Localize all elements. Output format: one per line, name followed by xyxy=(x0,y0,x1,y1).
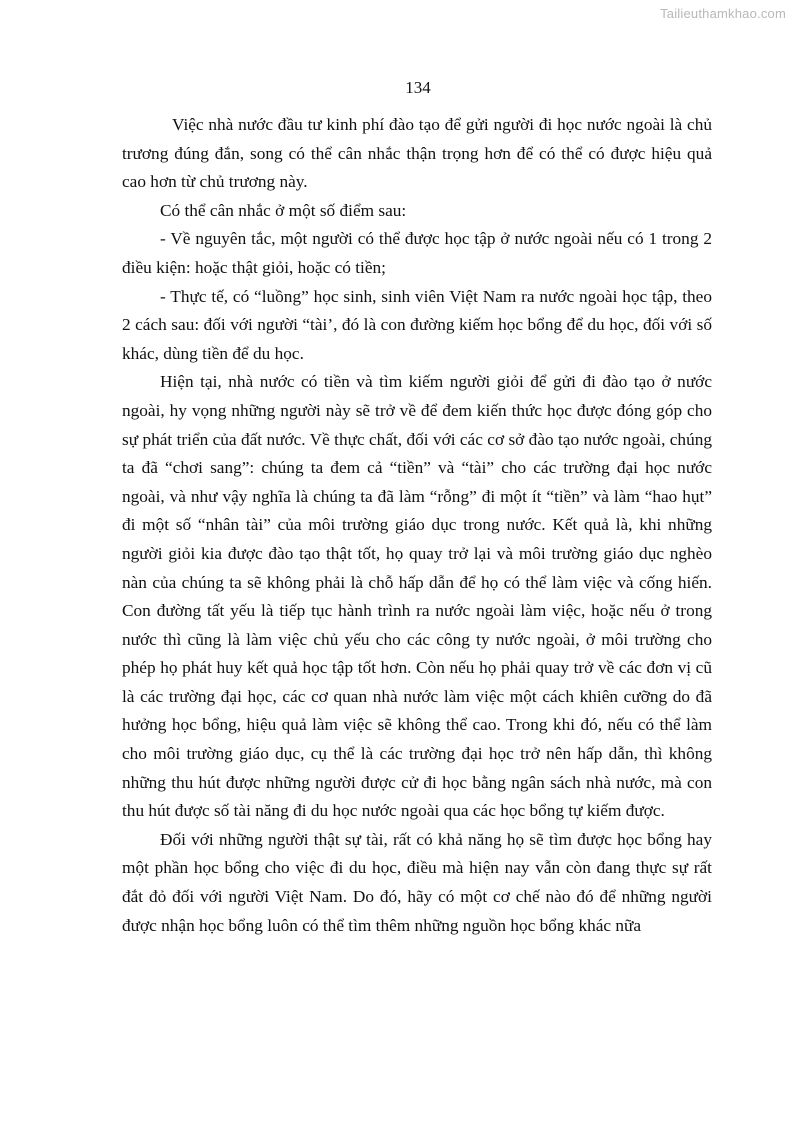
page-body xyxy=(122,111,712,940)
paragraph-reality: - Thực tế, có “luồng” học sinh, sinh viên Việt Nam ra nước ngoài học tập, theo 2 cách sau: đối với người “tài’, đó là con đường kiếm học bổng để du học, đối với số khác, dùng tiền để du học. xyxy=(122,286,712,363)
site-watermark: Tailieuthamkhao.com xyxy=(660,6,786,21)
paragraph-current-state: Hiện tại, nhà nước có tiền và tìm kiếm người giỏi để gửi đi đào tạo ở nước ngoài, hy vọng những người này sẽ trở về để đem kiến thức học được đóng góp cho sự phát triển của đất nước. Về thực chất, đối với các cơ sở đào tạo nước ngoài, chúng ta đã “chơi sang”: chúng ta đem cả “tiền” và “tài” cho các trường đại học nước ngoài, và như vậy nghĩa là chúng ta đã làm “rỗng” đi một ít “tiền” và làm “hao hụt” đi một số “nhân tài” của môi trường giáo dục trong nước. Kết quả là, khi những người giỏi kia được đào tạo thật tốt, họ quay trở lại và môi trường giáo dục nghèo nàn của chúng ta sẽ không phải là chỗ hấp dẫn để họ có thể làm việc và cống hiến. Con đường tất yếu là tiếp tục hành trình ra nước ngoài làm việc, hoặc nếu ở trong nước thì cũng là làm việc chủ yếu cho các công ty nước ngoài, ở môi trường cho phép họ phát huy kết quả học tập tốt hơn. Còn nếu họ phải quay trở về các đơn vị cũ là các trường đại học, các cơ quan nhà nước làm việc một cách khiên cưỡng do đã hưởng học bổng, hiệu quả làm việc sẽ không thể cao. Trong khi đó, nếu có thể làm cho môi trường giáo dục, cụ thể là các trường đại học trở nên hấp dẫn, thì không những thu hút được những người được cử đi học bằng ngân sách nhà nước, mà con thu hút được số tài năng đi du học nước ngoài qua các học bổng tự kiếm được. xyxy=(122,372,712,821)
paragraph-considerations: Có thể cân nhắc ở một số điểm sau: xyxy=(160,200,407,220)
paragraph-intro: Việc nhà nước đầu tư kinh phí đào tạo để gửi người đi học nước ngoài là chủ trương đúng đắn, song có thể cân nhắc thận trọng hơn để có thể có được hiệu quả cao hơn từ chủ trương này. xyxy=(122,115,712,192)
paragraph-principle: - Về nguyên tắc, một người có thể được học tập ở nước ngoài nếu có 1 trong 2 điều kiện: hoặc thật giỏi, hoặc có tiền; xyxy=(122,229,712,277)
paragraph-talented-people: Đối với những người thật sự tài, rất có khả năng họ sẽ tìm được học bổng hay một phần học bổng cho việc đi du học, điều mà hiện nay vẫn còn đang thực sự rất đắt đỏ đối với người Việt Nam. Do đó, hãy có một cơ chế nào đó để những người được nhận học bổng luôn có thể tìm thêm những nguồn học bổng khác nữa xyxy=(122,829,712,935)
page-number: 134 xyxy=(405,78,431,97)
